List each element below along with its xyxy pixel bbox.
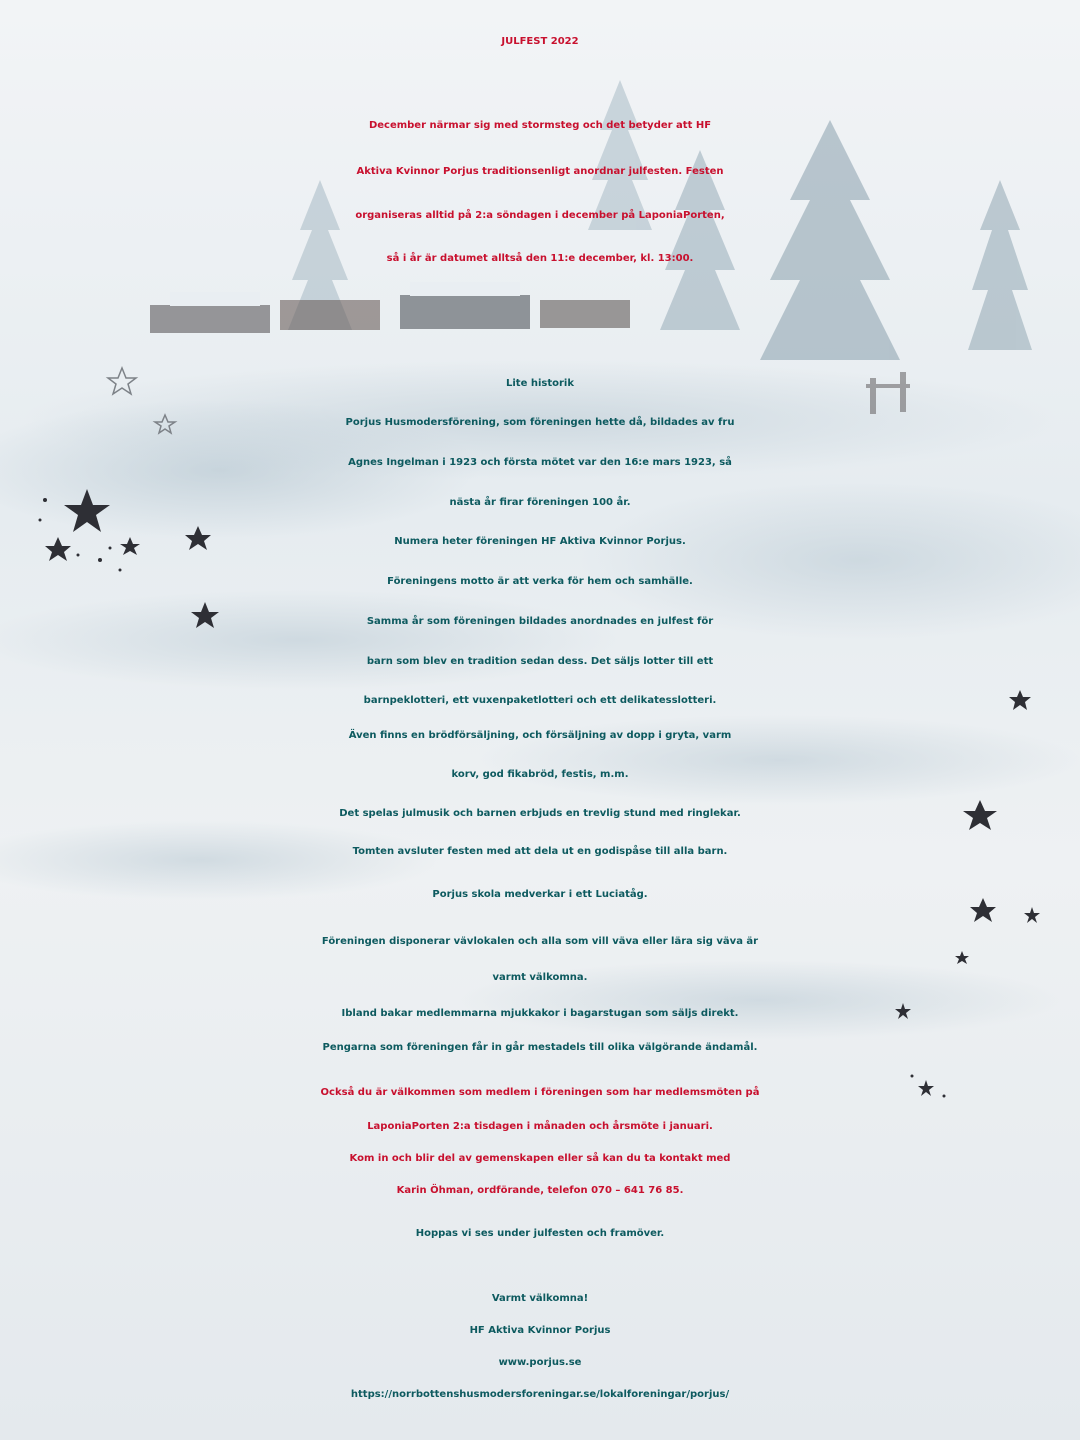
history-line-3: nästa år firar föreningen 100 år. [449, 497, 631, 508]
membership-line-3: Kom in och blir del av gemenskapen eller så kan du ta kontakt med [349, 1153, 731, 1164]
history-line-1: Porjus Husmodersförening, som föreningen hette då, bildades av fru [345, 417, 735, 428]
weaving-line-2: varmt välkomna. [492, 972, 588, 983]
membership-line-1: Också du är välkommen som medlem i föreningen som har medlemsmöten på [320, 1087, 760, 1098]
history-heading: Lite historik [505, 378, 574, 389]
intro-line-2: Aktiva Kvinnor Porjus traditionsenligt anordnar julfesten. Festen [356, 166, 724, 177]
intro-line-1: December närmar sig med stormsteg och det betyder att HF [368, 120, 712, 131]
history-line-10: korv, god fikabröd, festis, m.m. [451, 769, 629, 780]
history-line-2: Agnes Ingelman i 1923 och första mötet var den 16:e mars 1923, så [348, 457, 732, 468]
history-line-13: Porjus skola medverkar i ett Luciatåg. [432, 889, 648, 900]
intro-line-4-date: så i år är datumet alltså den 11:e december, kl. 13:00. [386, 253, 694, 264]
see-you-text: Hoppas vi ses under julfesten och framöver. [415, 1228, 665, 1239]
weaving-line-3: Ibland bakar medlemmarna mjukkakor i bagarstugan som säljs direkt. [341, 1008, 739, 1019]
history-line-9: Även finns en brödförsäljning, och försäljning av dopp i gryta, varm [348, 730, 732, 741]
poster-title: JULFEST 2022 [501, 36, 579, 47]
history-line-11: Det spelas julmusik och barnen erbjuds en trevlig stund med ringlekar. [339, 808, 741, 819]
weaving-line-4: Pengarna som föreningen får in går mestadels till olika välgörande ändamål. [322, 1042, 758, 1053]
website-link[interactable]: www.porjus.se [498, 1357, 582, 1368]
closing-organization: HF Aktiva Kvinnor Porjus [469, 1325, 611, 1336]
history-line-12: Tomten avsluter festen med att dela ut en godispåse till alla barn. [352, 846, 728, 857]
closing-welcome: Varmt välkomna! [491, 1293, 589, 1304]
history-line-6: Samma år som föreningen bildades anordnades en julfest för [366, 616, 714, 627]
federation-link[interactable]: https://norrbottenshusmodersforeningar.se/lokalforeningar/porjus/ [350, 1389, 730, 1400]
weaving-line-1: Föreningen disponerar vävlokalen och alla som vill väva eller lära sig väva är [321, 936, 759, 947]
intro-line-3: organiseras alltid på 2:a söndagen i december på LaponiaPorten, [355, 210, 725, 221]
history-line-4: Numera heter föreningen HF Aktiva Kvinnor Porjus. [394, 536, 686, 547]
history-line-7: barn som blev en tradition sedan dess. Det säljs lotter till ett [366, 656, 714, 667]
membership-line-2: LaponiaPorten 2:a tisdagen i månaden och årsmöte i januari. [367, 1121, 713, 1132]
history-line-8: barnpeklotteri, ett vuxenpaketlotteri och ett delikatesslotteri. [363, 695, 717, 706]
membership-line-4-contact: Karin Öhman, ordförande, telefon 070 – 641 76 85. [396, 1185, 684, 1196]
history-line-5: Föreningens motto är att verka för hem och samhälle. [387, 576, 693, 587]
